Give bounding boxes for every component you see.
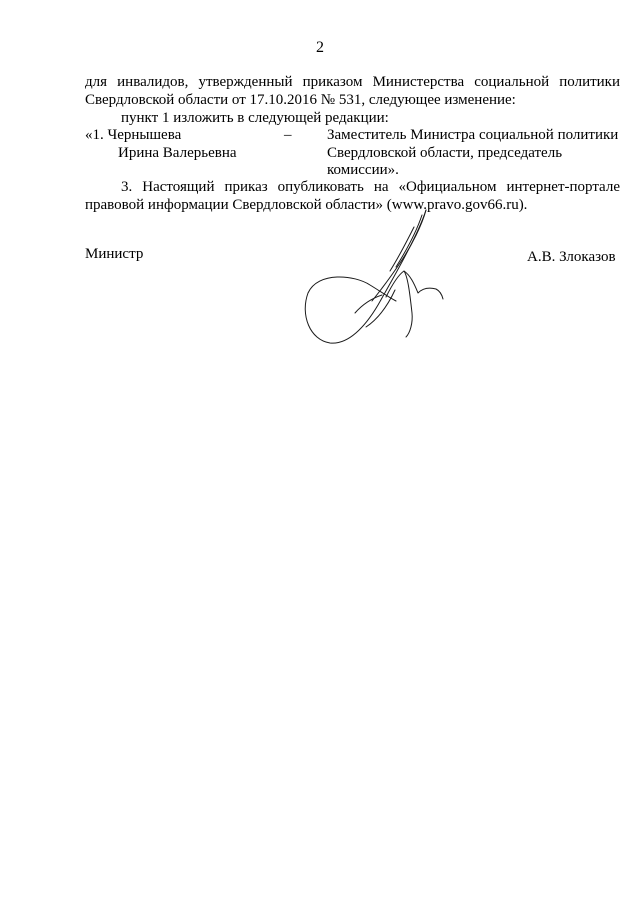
member-dash: – [284, 127, 292, 143]
instruction-line: пункт 1 изложить в следующей редакции: [121, 110, 389, 126]
item-3-line-2: правовой информации Свердловской области» (www.pravo.gov66.ru). [85, 197, 528, 213]
page-number: 2 [316, 39, 324, 56]
item-3-line-1: 3. Настоящий приказ опубликовать на «Официальном интернет-портале [121, 179, 620, 195]
member-position-line-3: комиссии». [327, 162, 399, 178]
handwritten-signature [300, 205, 450, 355]
member-position-line-1: Заместитель Министра социальной политики [327, 127, 619, 143]
member-position-line-2: Свердловской области, председатель [327, 145, 563, 161]
paragraph-line-2: Свердловской области от 17.10.2016 № 531, следующее изменение: [85, 92, 516, 108]
signatory-name: А.В. Злоказов [527, 249, 616, 265]
member-number-surname: «1. Чернышева [85, 127, 182, 143]
signature-title: Министр [85, 246, 144, 262]
paragraph-line-1: для инвалидов, утвержденный приказом Министерства социальной политики [85, 74, 620, 90]
member-name-patronymic: Ирина Валерьевна [118, 145, 237, 161]
